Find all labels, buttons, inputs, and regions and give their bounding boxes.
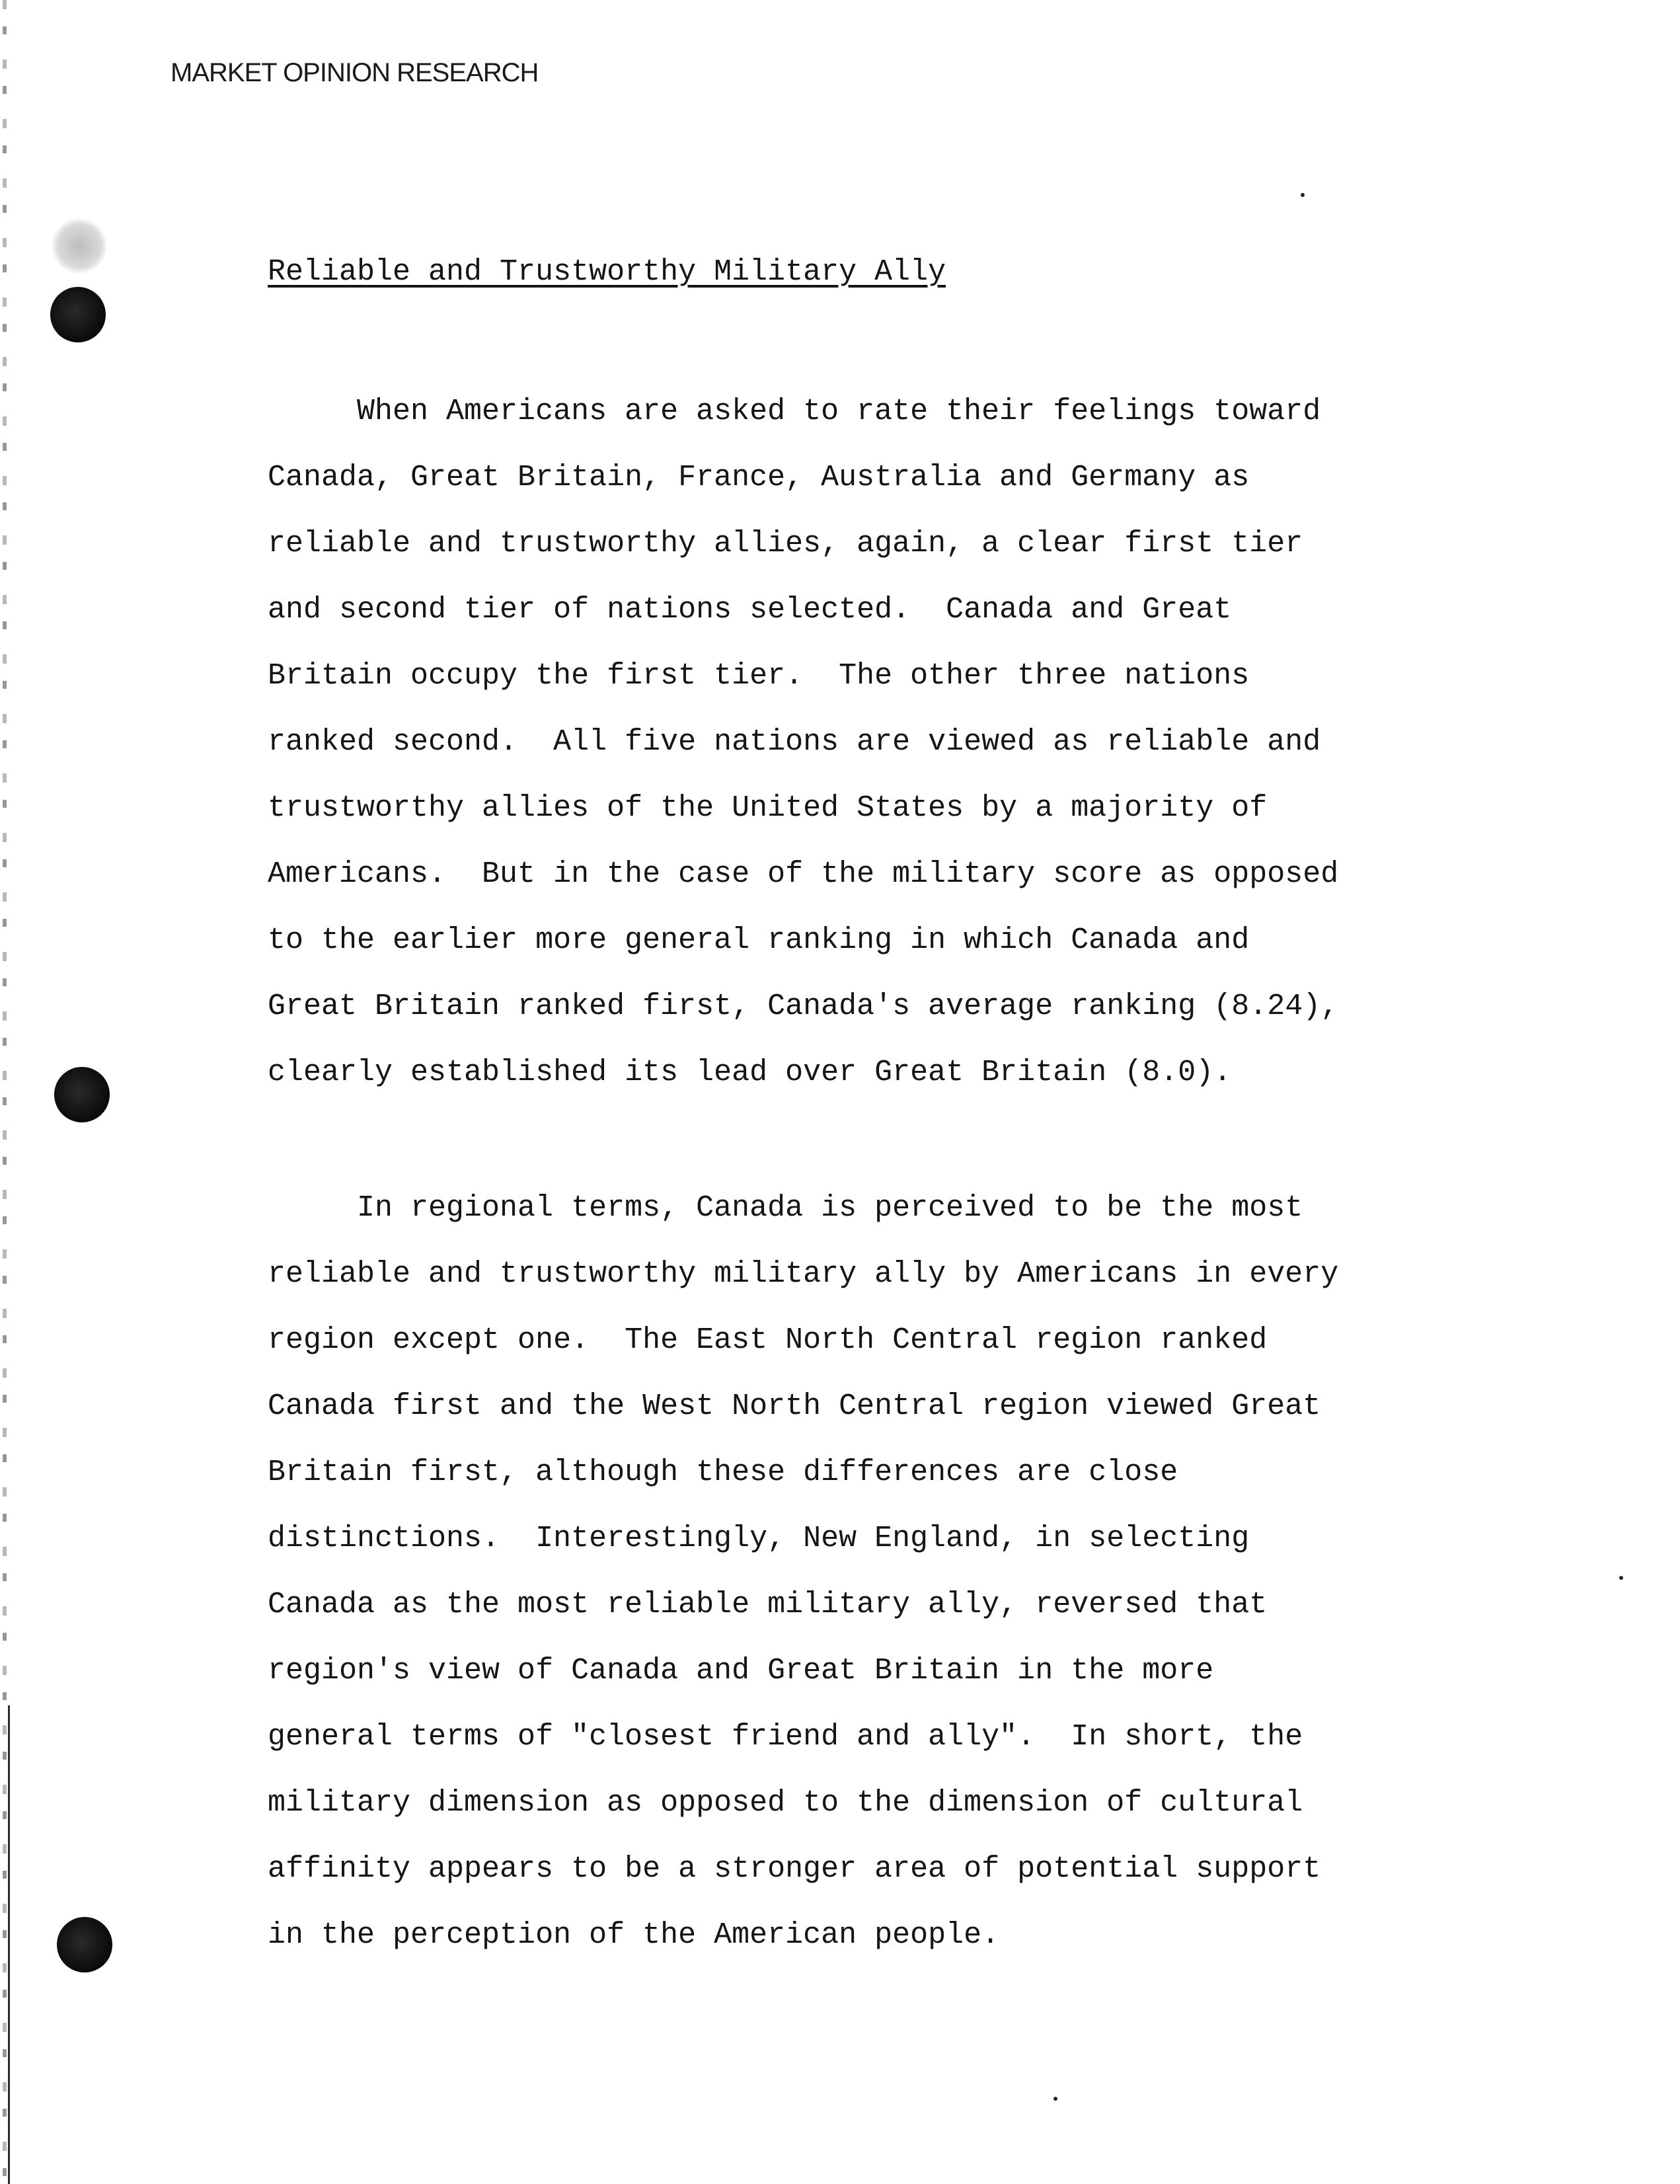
text-line: military dimension as opposed to the dimension of cultural [268, 1786, 1303, 1820]
text-line: affinity appears to be a stronger area of potential support [268, 1852, 1321, 1886]
text-line: Americans. But in the case of the military score as opposed [268, 857, 1339, 891]
text-line: In regional terms, Canada is perceived to be the most [268, 1191, 1303, 1225]
paragraph-1 [268, 379, 1510, 1106]
punch-hole [57, 1917, 112, 1972]
punch-hole [54, 1067, 110, 1122]
text-line: Great Britain ranked first, Canada's average ranking (8.24), [268, 990, 1339, 1023]
scan-speck [1619, 1576, 1623, 1580]
text-line: Canada, Great Britain, France, Australia and Germany as [268, 461, 1250, 494]
text-line: Canada as the most reliable military ally, reversed that [268, 1588, 1268, 1621]
text-line: general terms of "closest friend and ally". In short, the [268, 1720, 1303, 1754]
punch-hole [50, 287, 106, 342]
text-line: reliable and trustworthy military ally by Americans in every [268, 1257, 1339, 1291]
text-line: Britain first, although these differences are close [268, 1456, 1178, 1489]
text-line: ranked second. All five nations are viewed as reliable and [268, 725, 1321, 759]
text-line: clearly established its lead over Great Britain (8.0). [268, 1056, 1232, 1089]
text-line: Canada first and the West North Central region viewed Great [268, 1389, 1321, 1423]
text-line: and second tier of nations selected. Canada and Great [268, 593, 1232, 627]
scan-edge-artifact [3, 0, 7, 2184]
section-title: Reliable and Trustworthy Military Ally [268, 255, 946, 289]
scan-edge-line [8, 1705, 10, 2184]
organization-header: MARKET OPINION RESEARCH [171, 58, 539, 87]
text-line: When Americans are asked to rate their feelings toward [268, 395, 1321, 428]
text-line: distinctions. Interestingly, New England, in selecting [268, 1522, 1250, 1555]
text-line: reliable and trustworthy allies, again, a clear first tier [268, 527, 1303, 561]
text-line: to the earlier more general ranking in which Canada and [268, 923, 1250, 957]
text-line: Britain occupy the first tier. The other three nations [268, 659, 1250, 693]
text-line: trustworthy allies of the United States by a majority of [268, 791, 1268, 825]
scan-speck [1301, 193, 1305, 197]
text-line: region's view of Canada and Great Britain in the more [268, 1654, 1214, 1688]
punch-hole-faint [52, 218, 107, 274]
scan-speck [1053, 2097, 1057, 2101]
text-line: region except one. The East North Central region ranked [268, 1323, 1268, 1357]
text-line: in the perception of the American people. [268, 1918, 1000, 1952]
paragraph-2 [268, 1175, 1510, 1969]
